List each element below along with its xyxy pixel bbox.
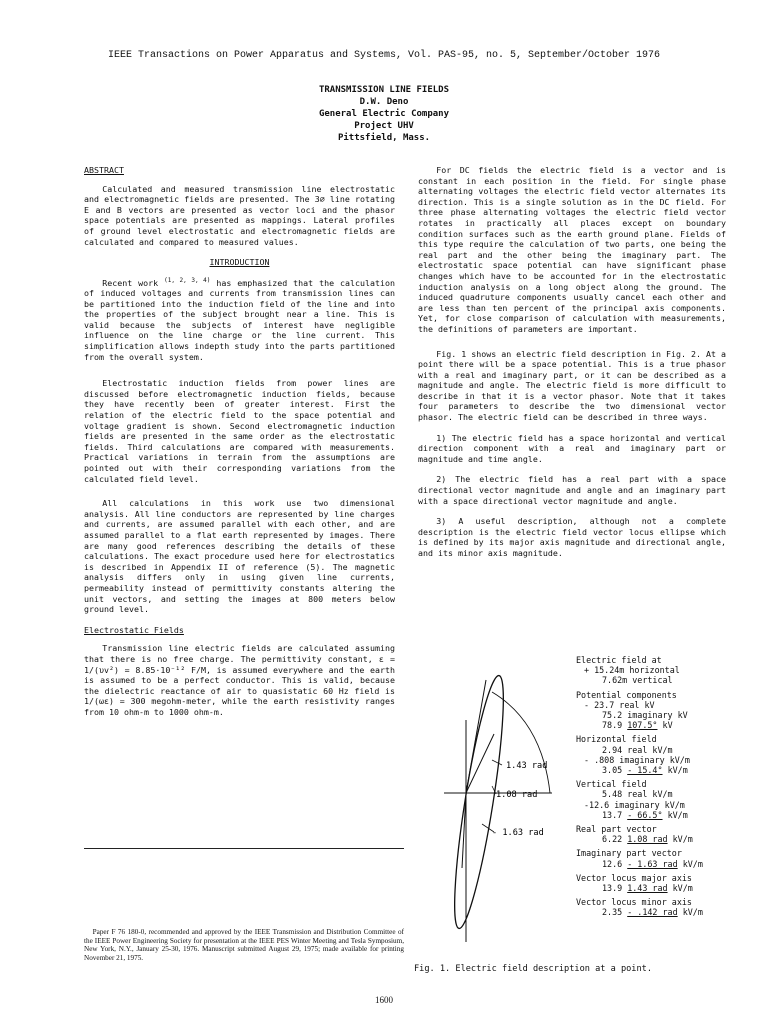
angle-label-imag: - 1.63 rad: [492, 828, 544, 838]
right-paragraph-1: For DC fields the electric field is a vector and is constant in each position in the field. For single phase alternating voltages the electric field vector alternates its direction. This is a single solution as in the DC field. For three phase alternating voltages the electric field vector rotates in practically all places except on boundary condition surfaces such as the earth ground plane. Fields of this type require the calculation of two parts, one being the real part and the other being the imaginary part. The electrostatic space potential can have significant phase changes which have to be accounted for in the electrostatic induction analysis on a long object along the ground. The induced quadruture components usually cancel each other and are less than ten percent of the principal axis components. Yet, for close comparison of calculation with measurements, the definitions of parameters are important.: [418, 165, 726, 334]
ip-unit: kV/m: [682, 858, 703, 869]
vertical-field-real: 5.48 real kV/m: [602, 789, 673, 800]
journal-header: IEEE Transactions on Power Apparatus and Systems, Vol. PAS-95, no. 5, September/October 1976: [107, 50, 661, 61]
hf-unit: kV/m: [667, 765, 688, 776]
right-paragraph-2: Fig. 1 shows an electric field description in Fig. 2. At a point there will be a space potential. This is a true phasor with a real and imaginary part, or it can be described as a magnitude and angle. The electric field is more difficult to describe in that it is a vector phasor. Note that it takes four parameters to describe the two dimensional vector phasor. The electric field can be described in three ways.: [418, 348, 726, 423]
label-pointer-1: [492, 760, 502, 765]
potential-imag: 75.2 imaginary kV: [602, 710, 688, 721]
rp-mag: 6.22: [602, 834, 623, 845]
real-part-heading: Real part vector: [576, 824, 657, 835]
intro-text-start: Recent work: [102, 277, 159, 288]
paper-title: TRANSMISSION LINE FIELDS: [318, 85, 450, 95]
vertical-field-imag: -12.6 imaginary kV/m: [584, 799, 685, 810]
introduction-heading: INTRODUCTION: [209, 257, 270, 268]
electrostatic-heading: Electrostatic Fields: [84, 624, 184, 635]
right-paragraph-3: 1) The electric field has a space horizontal and vertical direction component with a real and imaginary part or magnitude and time angle.: [418, 432, 726, 464]
vf-unit: kV/m: [667, 809, 688, 820]
rp-unit: kV/m: [672, 834, 693, 845]
intro-paragraph-3: All calculations in this work use two dimensional analysis. All line conductors are represented by line charges and currents, are assumed parallel with each other, and are assumed parallel to a flat earth represented by images. There are many good references describing the details of these calculations. The exact procedure used here for electrostatics is described in Appendix II of reference (5). The magnetic analysis differs only in using given line currents, permeability instead of permittivity constants altering the unit vectors, and setting the images at 800 meters below ground level.: [84, 498, 395, 615]
vf-angle: - 66.5°: [627, 809, 663, 820]
real-part-vector: [466, 734, 494, 793]
potential-mag: [576, 720, 756, 730]
affiliation: General Electric Company: [318, 109, 450, 119]
vf-mag-value: 13.7: [602, 809, 623, 820]
minor-axis-value: [576, 907, 756, 917]
vector-locus-ellipse: [445, 673, 513, 930]
hf-mag-value: 3.05: [602, 765, 623, 776]
abstract-text: Calculated and measured transmission line electrostatic and electromagnetic fields are presented. The 3∅ line rotating E and B vectors are presented as vector loci and the phasor space potentials are presented as mappings. Lateral profiles of ground level electrostatic and electromagnetic fields are calculated and compared to measured values.: [84, 183, 395, 247]
ip-angle: - 1.63 rad: [627, 858, 678, 869]
rp-angle: 1.08 rad: [627, 834, 668, 845]
hf-angle: - 15.4°: [627, 765, 663, 776]
major-axis-vector: [466, 680, 486, 793]
electric-field-figure: [410, 652, 576, 952]
vertical-field-heading: Vertical field: [576, 779, 647, 790]
horizontal-field-imag: - .808 imaginary kV/m: [584, 754, 690, 765]
potential-real: - 23.7 real kV: [584, 699, 655, 710]
intro-text-rest: has emphasized that the calculation of induced voltages and currents from transmission lines can be partitioned into the induction field of the line and into the properties of the subject brought near a line. This is valid because the subjects of interest have negligible influence on the line charge or the line current. This simplification allows indepth study into the parts partitioned from the overall system.: [84, 277, 395, 362]
minor-axis-heading: Vector locus minor axis: [576, 897, 692, 908]
right-column: [418, 165, 726, 569]
angle-label-real: 1.08 rad: [496, 790, 538, 800]
intro-paragraph-1: [84, 276, 395, 363]
title-block: [0, 84, 768, 144]
potential-heading: Potential components: [576, 689, 677, 700]
min-mag: 2.35: [602, 907, 623, 918]
ip-mag: 12.6: [602, 858, 623, 869]
page-number: 1600: [375, 995, 393, 1005]
potential-angle: 107.5°: [627, 720, 658, 731]
real-part-value: [576, 834, 756, 844]
electrostatic-paragraph: Transmission line electric fields are calculated assuming that there is no free charge. The permittivity constant, ε = 1/(υv²) = 8.85·10⁻¹² F/M, is assumed everywhere and the earth is assumed to be a perfect conductor. This is valid, because the dielectric reactance of air to quasistatic 60 Hz field is 1/(ωε) = 300 megohm-meter, while the earth resistivity ranges from 10 ohm-m to 1000 ohm-m.: [84, 643, 395, 717]
major-axis-heading: Vector locus major axis: [576, 872, 692, 883]
potential-unit: kV: [662, 720, 673, 731]
footnote: Paper F 76 180-0, recommended and approved by the IEEE Transmission and Distribution Committee of the IEEE Power Engineering Society for presentation at the IEEE PES Winter Meeting and Tesla Symposium, New York, N.Y., January 25-30, 1976. Manuscript submitted August 29, 1975; made available for printing November 21, 1975.: [84, 928, 404, 962]
project: Project UHV: [354, 121, 414, 131]
vertical-field-mag: [576, 810, 756, 820]
right-paragraph-4: 2) The electric field has a real part with a space directional vector magnitude and angle and an imaginary part with a space directional vector magnitude and angle.: [418, 474, 726, 506]
intro-references: (1, 2, 3, 4): [164, 276, 211, 284]
min-angle: - .142 rad: [627, 907, 678, 918]
maj-mag: 13.9: [602, 883, 623, 894]
ef-horizontal: + 15.24m horizontal: [584, 665, 680, 676]
min-unit: kV/m: [682, 907, 703, 918]
angle-label-major: 1.43 rad: [506, 761, 548, 771]
horizontal-field-heading: Horizontal field: [576, 734, 657, 745]
intro-paragraph-2: Electrostatic induction fields from power lines are discussed before electromagnetic induction fields, because they have recently been of greater interest. First the relation of the electric field to the space potential and voltage gradient is shown. Second electromagnetic induction fields are presented in the same order as the electrostatic fields. Third calculations are compared with measurements. Practical variations in terrain from the assumptions are pointed out with their corresponding variations from the calculated field level.: [84, 378, 395, 484]
abstract-heading: ABSTRACT: [84, 165, 124, 175]
location: Pittsfield, Mass.: [337, 133, 431, 143]
horizontal-field-mag: [576, 765, 756, 775]
ef-heading: Electric field at: [576, 655, 662, 665]
maj-angle: 1.43 rad: [627, 883, 668, 894]
right-paragraph-5: 3) A useful description, although not a complete description is the electric field vector locus ellipse which is defined by its major axis magnitude and directional angle, and its minor axis magnitude.: [418, 516, 726, 558]
figure-caption: Fig. 1. Electric field description at a point.: [414, 964, 652, 974]
figure-labels: [576, 655, 756, 918]
left-column: [84, 165, 395, 727]
section-rule: [84, 848, 404, 849]
ef-vertical: 7.62m vertical: [602, 675, 673, 686]
author: D.W. Deno: [359, 97, 409, 107]
potential-mag-value: 78.9: [602, 720, 623, 731]
major-axis-value: [576, 883, 756, 893]
imag-part-value: [576, 859, 756, 869]
maj-unit: kV/m: [672, 883, 693, 894]
horizontal-field-real: 2.94 real kV/m: [602, 744, 673, 755]
imag-part-heading: Imaginary part vector: [576, 848, 682, 859]
